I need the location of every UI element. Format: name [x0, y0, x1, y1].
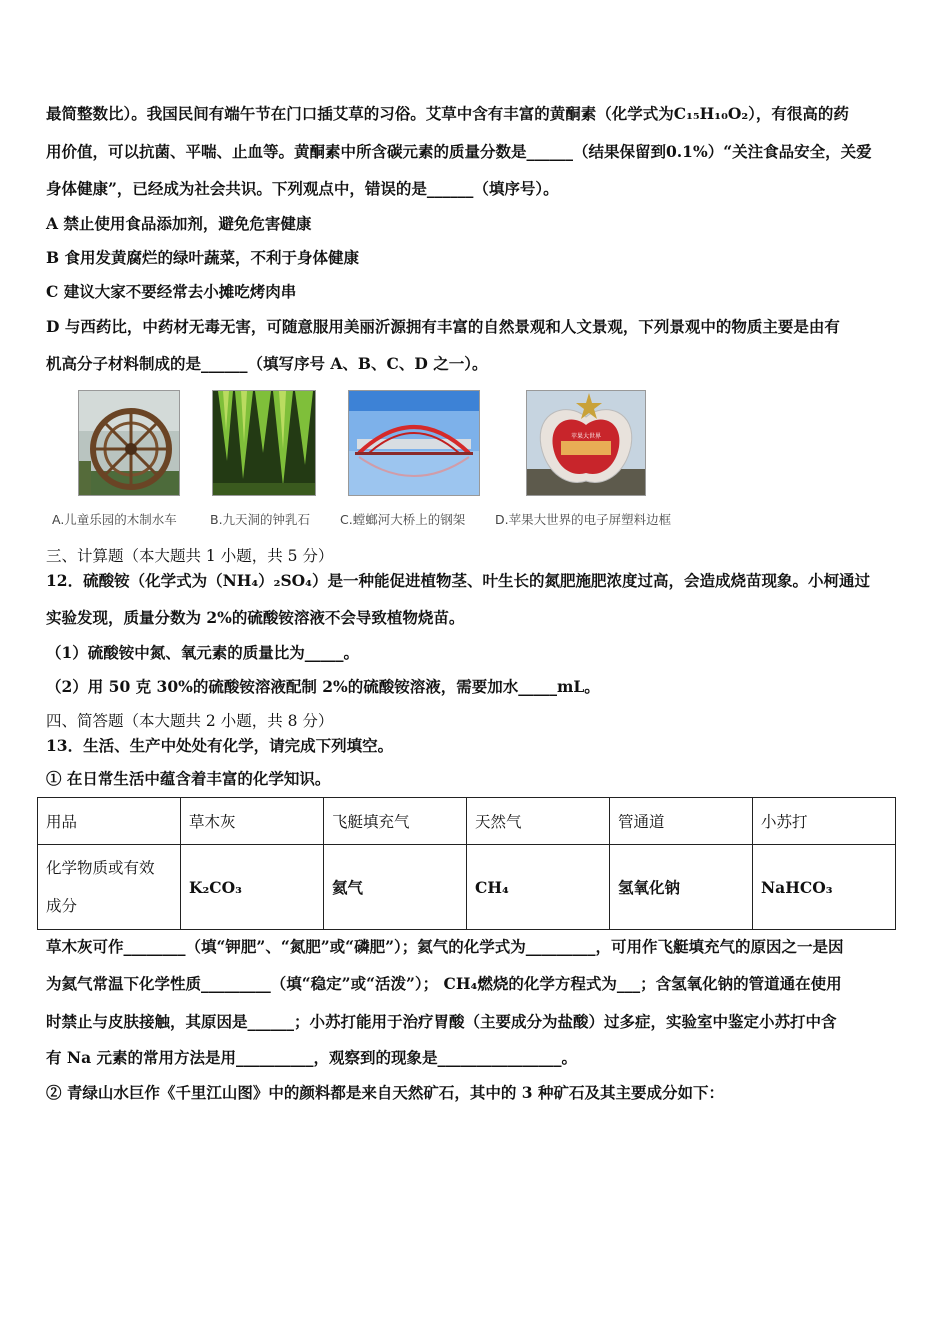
table-cell: NaHCO₃ — [753, 845, 896, 930]
table-row — [38, 798, 896, 845]
sub-question: ① 在日常生活中蕴含着丰富的化学知识。 — [46, 769, 331, 788]
section-heading: 三、计算题（本大题共 1 小题，共 5 分） — [46, 547, 334, 565]
table-cell: 飞艇填充气 — [324, 798, 467, 845]
caption-b: B.九天洞的钟乳石 — [210, 512, 311, 527]
text-line: 实验发现，质量分数为 2%的硫酸铵溶液不会导致植物烧苗。 — [46, 608, 465, 627]
table-cell: K₂CO₃ — [181, 845, 324, 930]
text-line: 时禁止与皮肤接触，其原因是______；小苏打能用于治疗胃酸（主要成分为盐酸）过多症，实验室中鉴定小苏打中含 — [46, 1012, 837, 1031]
table-cell: 小苏打 — [753, 798, 896, 845]
sub-question: ② 青绿山水巨作《千里江山图》中的颜料都是来自天然矿石，其中的 3 种矿石及其主要成分如下： — [46, 1083, 724, 1102]
question-13: 13．生活、生产中处处有化学，请完成下列填空。 — [46, 736, 394, 755]
option-a: A 禁止使用食品添加剂，避免危害健康 — [46, 214, 312, 233]
text-line: 有 Na 元素的常用方法是用__________，观察到的现象是________________。 — [46, 1048, 578, 1067]
photo-sign-text: 苹果大世界 — [570, 433, 602, 440]
table-row — [38, 845, 896, 930]
photo-stalactite — [212, 390, 316, 496]
question-part: （2）用 50 克 30%的硫酸铵溶液配制 2%的硫酸铵溶液，需要加水_____mL。 — [46, 677, 600, 696]
substance-table — [37, 797, 896, 930]
photo-water-wheel — [78, 390, 180, 496]
photo-apple-screen — [526, 390, 646, 496]
text-line: 机高分子材料制成的是______（填写序号 A、B、C、D 之一）。 — [46, 354, 488, 373]
row-header-line: 化学物质或有效 — [46, 859, 155, 877]
option-b: B 食用发黄腐烂的绿叶蔬菜，不利于身体健康 — [46, 248, 359, 267]
caption-a: A.儿童乐园的木制水车 — [52, 512, 177, 527]
table-cell — [38, 845, 181, 930]
caption-c: C.螳螂河大桥上的钢架 — [340, 512, 466, 527]
option-c: C 建议大家不要经常去小摊吃烤肉串 — [46, 282, 297, 301]
table-cell: CH₄ — [467, 845, 610, 930]
text-line: 最简整数比）。我国民间有端午节在门口插艾草的习俗。艾草中含有丰富的黄酮素（化学式为C₁₅H₁₀O₂），有很高的药 — [46, 104, 849, 123]
text-line: 草木灰可作________（填“钾肥”、“氮肥”或“磷肥”）；氦气的化学式为_________，可用作飞艇填充气的原因之一是因 — [46, 937, 844, 956]
table-cell: 氢氧化钠 — [610, 845, 753, 930]
table-cell: 管通道 — [610, 798, 753, 845]
text-line: 为氦气常温下化学性质_________（填“稳定”或“活泼”）； CH₄燃烧的化学方程式为___；含氢氧化钠的管道通在使用 — [46, 974, 842, 993]
table-cell: 氦气 — [324, 845, 467, 930]
table-cell: 草木灰 — [181, 798, 324, 845]
photo-bridge — [348, 390, 480, 496]
caption-d: D.苹果大世界的电子屏塑料边框 — [495, 512, 672, 527]
section-heading: 四、简答题（本大题共 2 小题，共 8 分） — [46, 712, 334, 730]
row-header-line: 成分 — [46, 897, 78, 915]
table-cell: 用品 — [38, 798, 181, 845]
text-line: 身体健康”，已经成为社会共识。下列观点中，错误的是______（填序号）。 — [46, 179, 559, 198]
question-part: （1）硫酸铵中氮、氧元素的质量比为_____。 — [46, 643, 360, 662]
text-line: 用价值，可以抗菌、平喘、止血等。黄酮素中所含碳元素的质量分数是______（结果保留到0.1%）“关注食品安全，关爱 — [46, 142, 872, 161]
option-d: D 与西药比，中药材无毒无害，可随意服用美丽沂源拥有丰富的自然景观和人文景观，下列景观中的物质主要是由有 — [46, 317, 840, 336]
question-12: 12．硫酸铵（化学式为（NH₄）₂SO₄）是一种能促进植物茎、叶生长的氮肥施肥浓度过高，会造成烧苗现象。小柯通过 — [46, 571, 870, 590]
table-cell: 天然气 — [467, 798, 610, 845]
